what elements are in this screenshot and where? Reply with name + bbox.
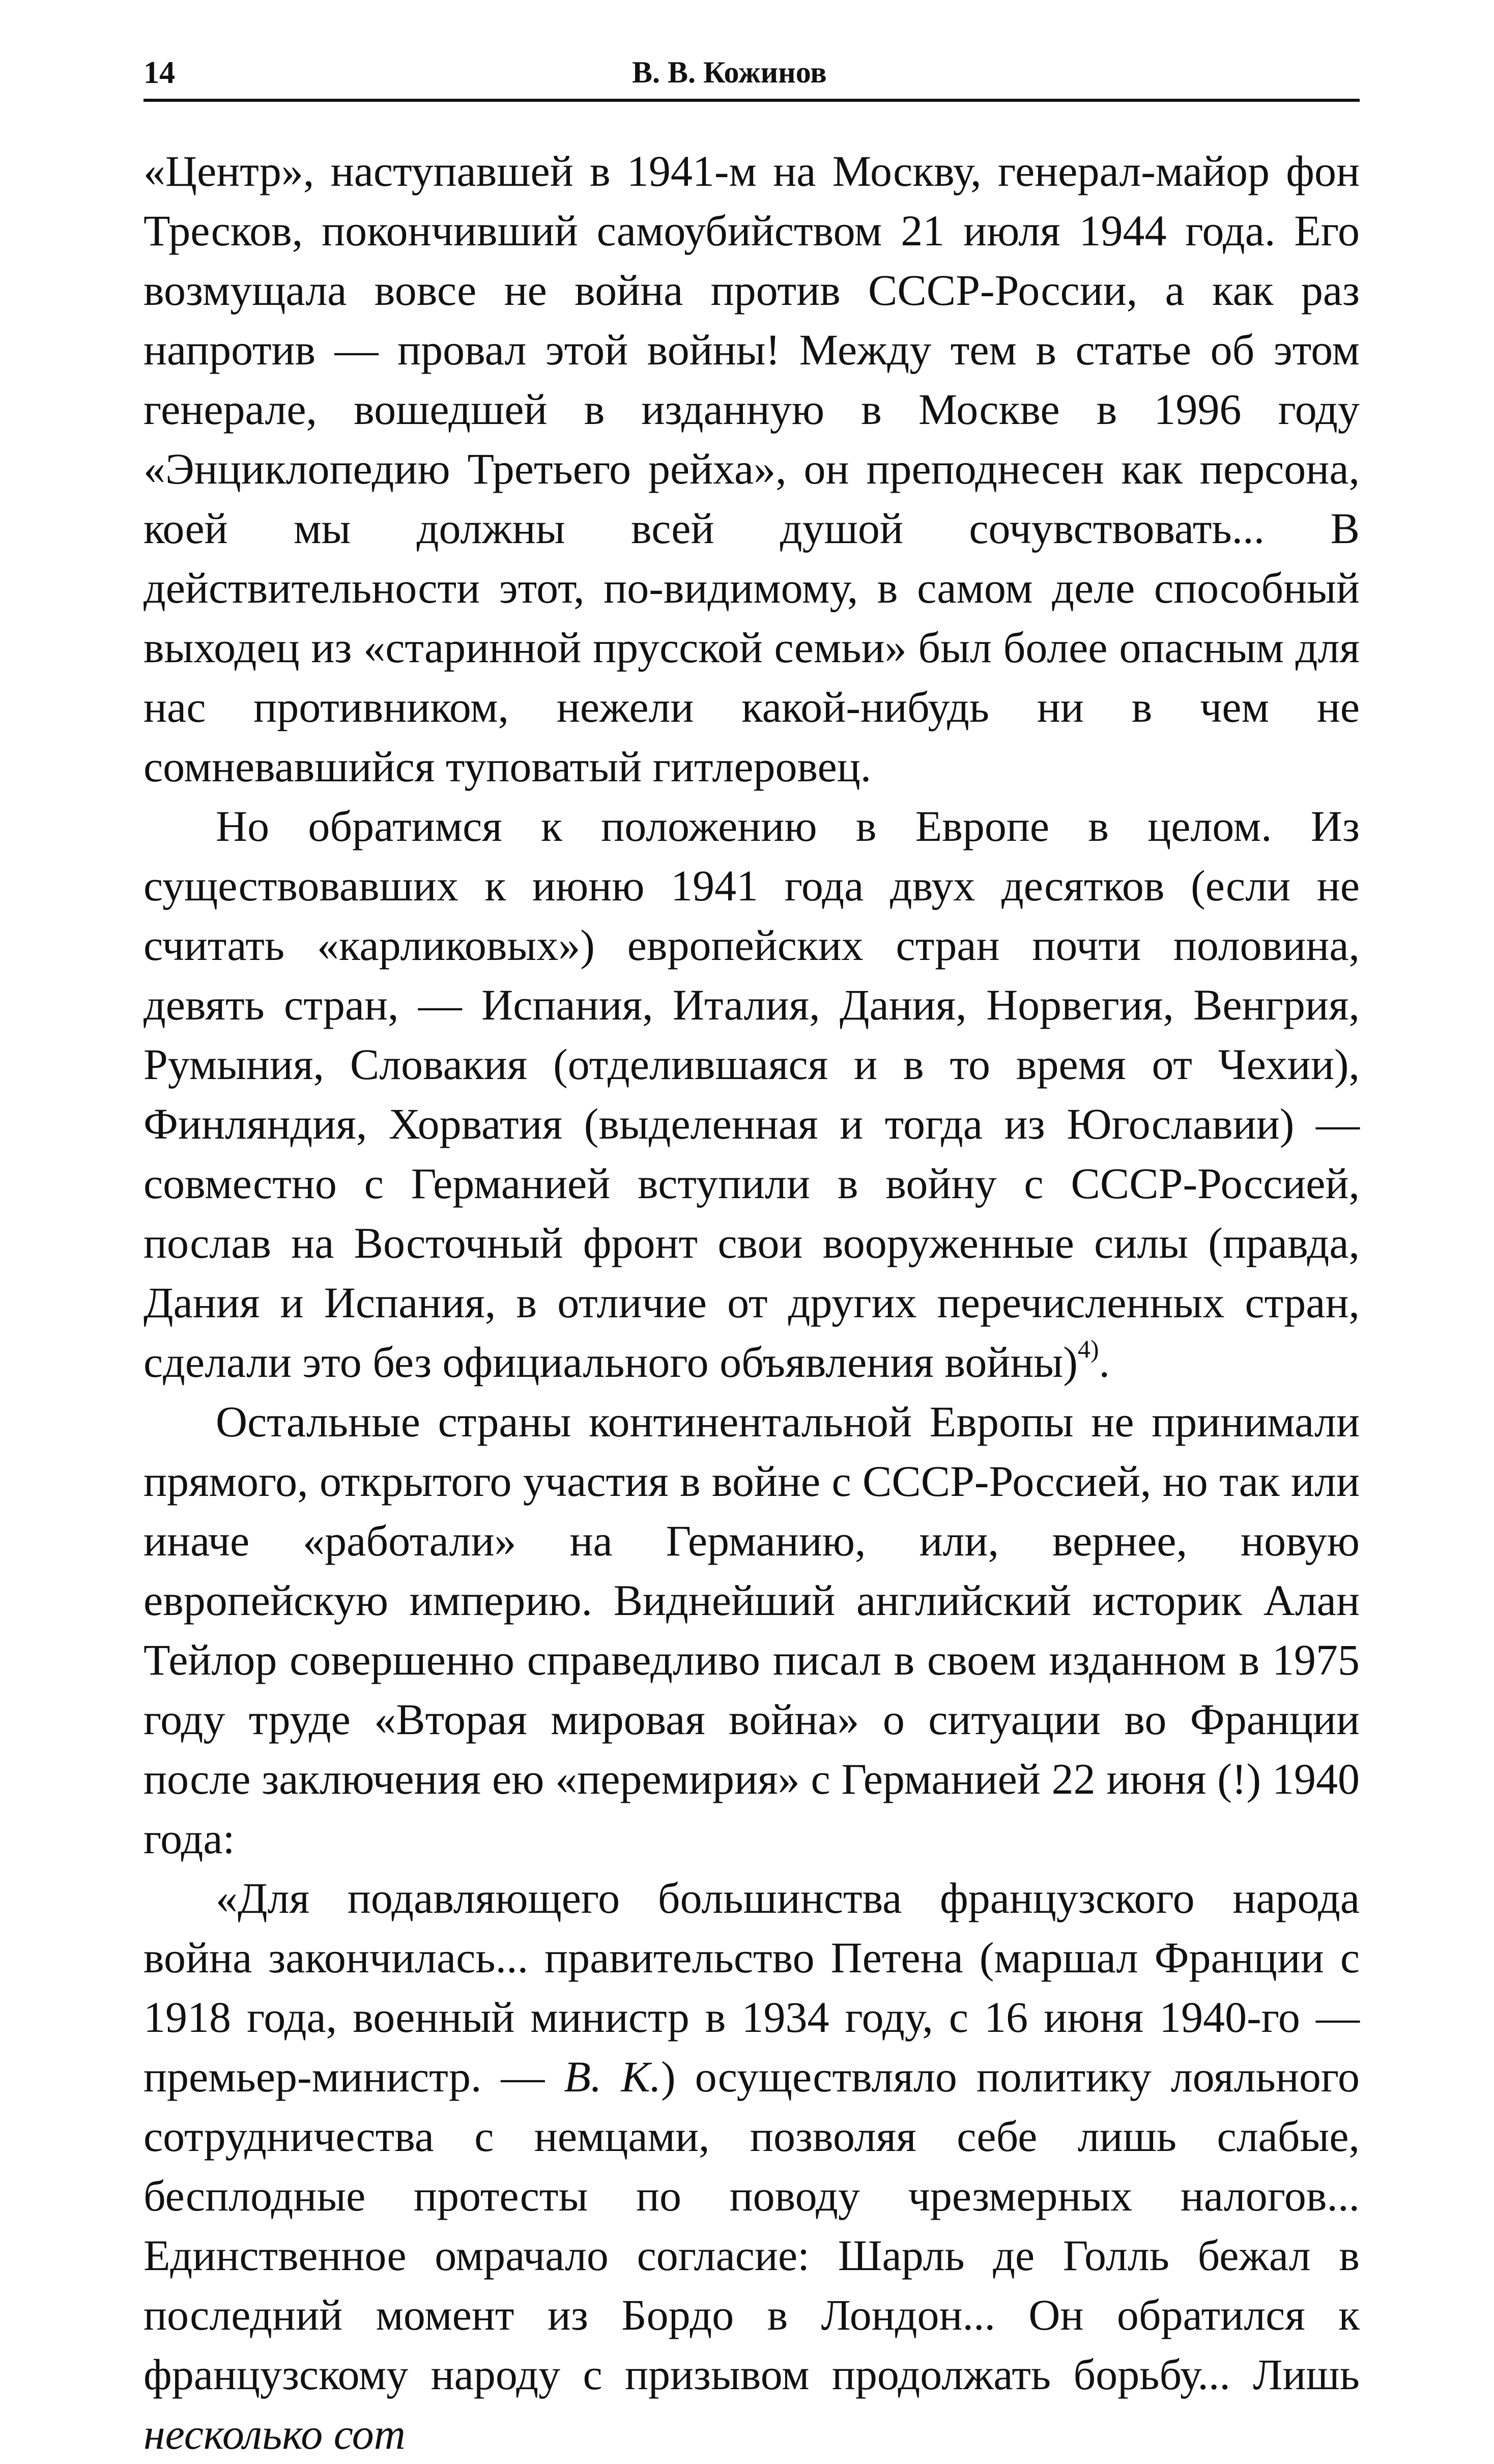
quotation-text-part-2: ) осуществляло политику лояльного сотрудничества с немцами, позволяя себе лишь слабые, бесплодные протесты по поводу чрезмерных налогов... Единственное омрачало согласие: Шарль де Голль бежал в последний момент из Бордо в Лондон... Он обратился к французскому народу с призывом продолжать борьбу... Лишь xyxy=(143,2052,1360,2399)
paragraph-2-text: Но обратимся к положению в Европе в целом. Из существовавших к июню 1941 года двух десятков (если не считать «карликовых») европейских стран почти половина, девять стран, — Испания, Италия, Дания, Норвегия, Венгрия, Румыния, Словакия (отделившаяся и в то время от Чехии), Финляндия, Хорватия (выделенная и тогда из Югославии) — совместно с Германией вступили в войну с СССР-Россией, послав на Восточный фронт свои вооруженные силы (правда, Дания и Испания, в отличие от других перечисленных стран, сделали это без официального объявления войны) xyxy=(143,802,1360,1386)
quotation-text-part-1: «Для подавляющего большинства французского народа война закончилась... правительство Петена (маршал Франции с 1918 года, военный министр в 1934 году, с 16 июня 1940-го — премьер-министр. — xyxy=(143,1874,1360,2101)
paragraph-2-end: . xyxy=(1099,1338,1110,1386)
running-head: В. В. Кожинов xyxy=(632,55,827,89)
paragraph-1: «Центр», наступавшей в 1941-м на Москву, генерал-майор фон Тресков, покончивший самоубийством 21 июля 1944 года. Его возмущала вовсе не война против СССР-России, а как раз напротив — провал этой войны! Между тем в статье об этом генерале, вошедшей в изданную в Москве в 1996 году «Энциклопедию Третьего рейха», он преподнесен как персона, коей мы должны всей душой сочувствовать... В действительности этот, по-видимому, в самом деле способный выходец из «старинной прусской семьи» был более опасным для нас противником, нежели какой-нибудь ни в чем не сомневавшийся туповатый гитлеровец. xyxy=(143,147,1360,791)
paragraph-2 xyxy=(143,797,1360,1392)
italic-emphasis: несколько сот xyxy=(143,2410,406,2458)
page-header xyxy=(143,55,1360,102)
page-body-text xyxy=(143,141,1360,2464)
footnote-marker: 4) xyxy=(1077,1335,1099,1364)
paragraph-3: Остальные страны континентальной Европы не принимали прямого, открытого участия в войне с СССР-Россией, но так или иначе «работали» на Германию, или, вернее, новую европейскую империю. Виднейший английский историк Алан Тейлор совершенно справедливо писал в своем изданном в 1975 году труде «Вторая мировая война» о ситуации во Франции после заключения ею «перемирия» с Германией 22 июня (!) 1940 года: xyxy=(143,1397,1360,1863)
author-initials: В. К. xyxy=(564,2052,661,2101)
page-number: 14 xyxy=(143,55,175,90)
paragraph-4 xyxy=(143,1868,1360,2464)
